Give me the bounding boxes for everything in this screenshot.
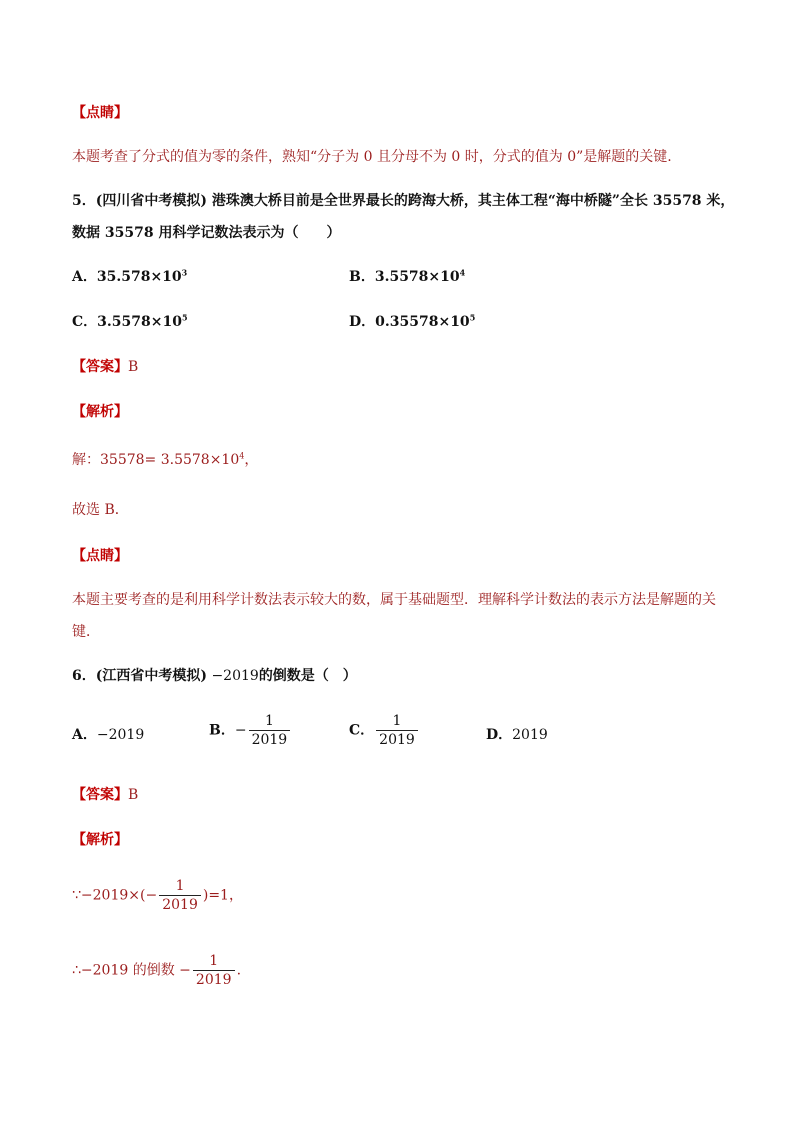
q6-answer — [72, 784, 138, 804]
q6-line2-denominator: 2019 — [193, 970, 235, 988]
q5-dianjing-line1: 本题主要考查的是利用科学计数法表示较大的数，属于基础题型．理解科学计数法的表示方法是解题的关 — [72, 592, 716, 608]
q6-line2-right: . — [236, 962, 242, 979]
q5-answer-label: 【答案】 — [72, 359, 128, 375]
q6-answer-label: 【答案】 — [72, 787, 128, 803]
q5-stem-line1: 5．(四川省中考模拟) 港珠澳大桥目前是全世界最长的跨海大桥，其主体工程“海中桥隧”全长 35578 米， — [72, 193, 735, 209]
q5-dianjing-label: 【点睛】 — [72, 548, 128, 564]
q5-conclusion: 故选 B． — [72, 502, 129, 518]
q5-solution-suffix: ， — [244, 452, 259, 468]
q5-option-a-text: A．35.578×10 — [72, 269, 182, 285]
q6-option-b-denominator: 2019 — [249, 730, 291, 748]
dianjing-label: 【点睛】 — [72, 105, 128, 121]
dianjing-text: 本题考查了分式的值为零的条件，熟知“分子为 0 且分母不为 0 时，分式的值为 0”是解题的关键. — [72, 149, 672, 165]
q6-option-a-value: −2019 — [96, 727, 145, 743]
q5-option-b-exp: 4 — [459, 267, 466, 278]
q6-option-c-fraction — [376, 713, 418, 748]
q6-solution-line1 — [72, 878, 243, 913]
q6-option-b — [209, 713, 292, 748]
q6-line1-left: −2019×(− — [80, 887, 158, 904]
q6-option-b-fraction — [249, 713, 291, 748]
q5-answer — [72, 356, 138, 376]
q6-option-b-sign: − — [234, 722, 247, 739]
q5-option-c-exp: 5 — [181, 312, 188, 323]
q6-line2-fraction — [193, 953, 235, 988]
q5-solution-prefix: 解： — [72, 452, 100, 468]
q5-option-d-text: D．0.35578×10 — [349, 314, 470, 330]
q5-solution-exp: 4 — [239, 451, 245, 461]
q6-stem-value: −2019 — [211, 668, 259, 684]
q6-option-c — [349, 713, 420, 748]
q6-stem-suffix: 的倒数是（ ） — [258, 668, 357, 684]
q6-option-c-denominator: 2019 — [376, 730, 418, 748]
q6-line1-right: )=1， — [202, 887, 243, 904]
q6-option-d — [486, 724, 548, 744]
q6-option-a-label: A． — [72, 727, 97, 743]
q5-option-a — [72, 266, 187, 286]
q6-option-d-value: 2019 — [512, 727, 548, 743]
q6-line1-denominator: 2019 — [159, 895, 201, 913]
q6-option-b-label: B． — [209, 722, 235, 739]
q5-option-d — [349, 311, 475, 331]
q5-dianjing-line2: 键． — [72, 624, 100, 640]
q6-line1-fraction — [159, 878, 201, 913]
q6-stem — [72, 665, 357, 685]
q5-jiexi-label: 【解析】 — [72, 404, 128, 420]
q6-line2-numerator: 1 — [209, 953, 219, 969]
q6-option-c-numerator: 1 — [392, 713, 402, 729]
q5-answer-value: B — [128, 359, 139, 375]
q6-option-a — [72, 724, 144, 744]
q6-option-d-label: D． — [486, 727, 513, 743]
q5-option-b — [349, 266, 465, 286]
q5-solution — [72, 449, 258, 469]
q6-option-b-numerator: 1 — [264, 713, 274, 729]
q6-answer-value: B — [128, 787, 139, 803]
q6-line1-numerator: 1 — [175, 878, 185, 894]
because-symbol: ∵ — [72, 887, 81, 904]
q5-option-a-exp: 3 — [181, 267, 188, 278]
q5-option-c — [72, 311, 188, 331]
q5-option-d-exp: 5 — [469, 312, 476, 323]
q6-jiexi-label: 【解析】 — [72, 832, 128, 848]
q6-line2-left: −2019 的倒数 − — [80, 962, 191, 979]
q5-option-c-text: C．3.5578×10 — [72, 314, 182, 330]
q6-option-c-label: C． — [349, 722, 375, 739]
therefore-symbol: ∴ — [72, 962, 81, 979]
q5-stem-line2: 数据 35578 用科学记数法表示为（ ） — [72, 225, 341, 241]
q6-stem-prefix: 6．(江西省中考模拟) — [72, 668, 207, 684]
q5-solution-expr: 35578= 3.5578×10 — [100, 452, 240, 468]
q6-solution-line2 — [72, 953, 241, 988]
q5-option-b-text: B．3.5578×10 — [349, 269, 460, 285]
